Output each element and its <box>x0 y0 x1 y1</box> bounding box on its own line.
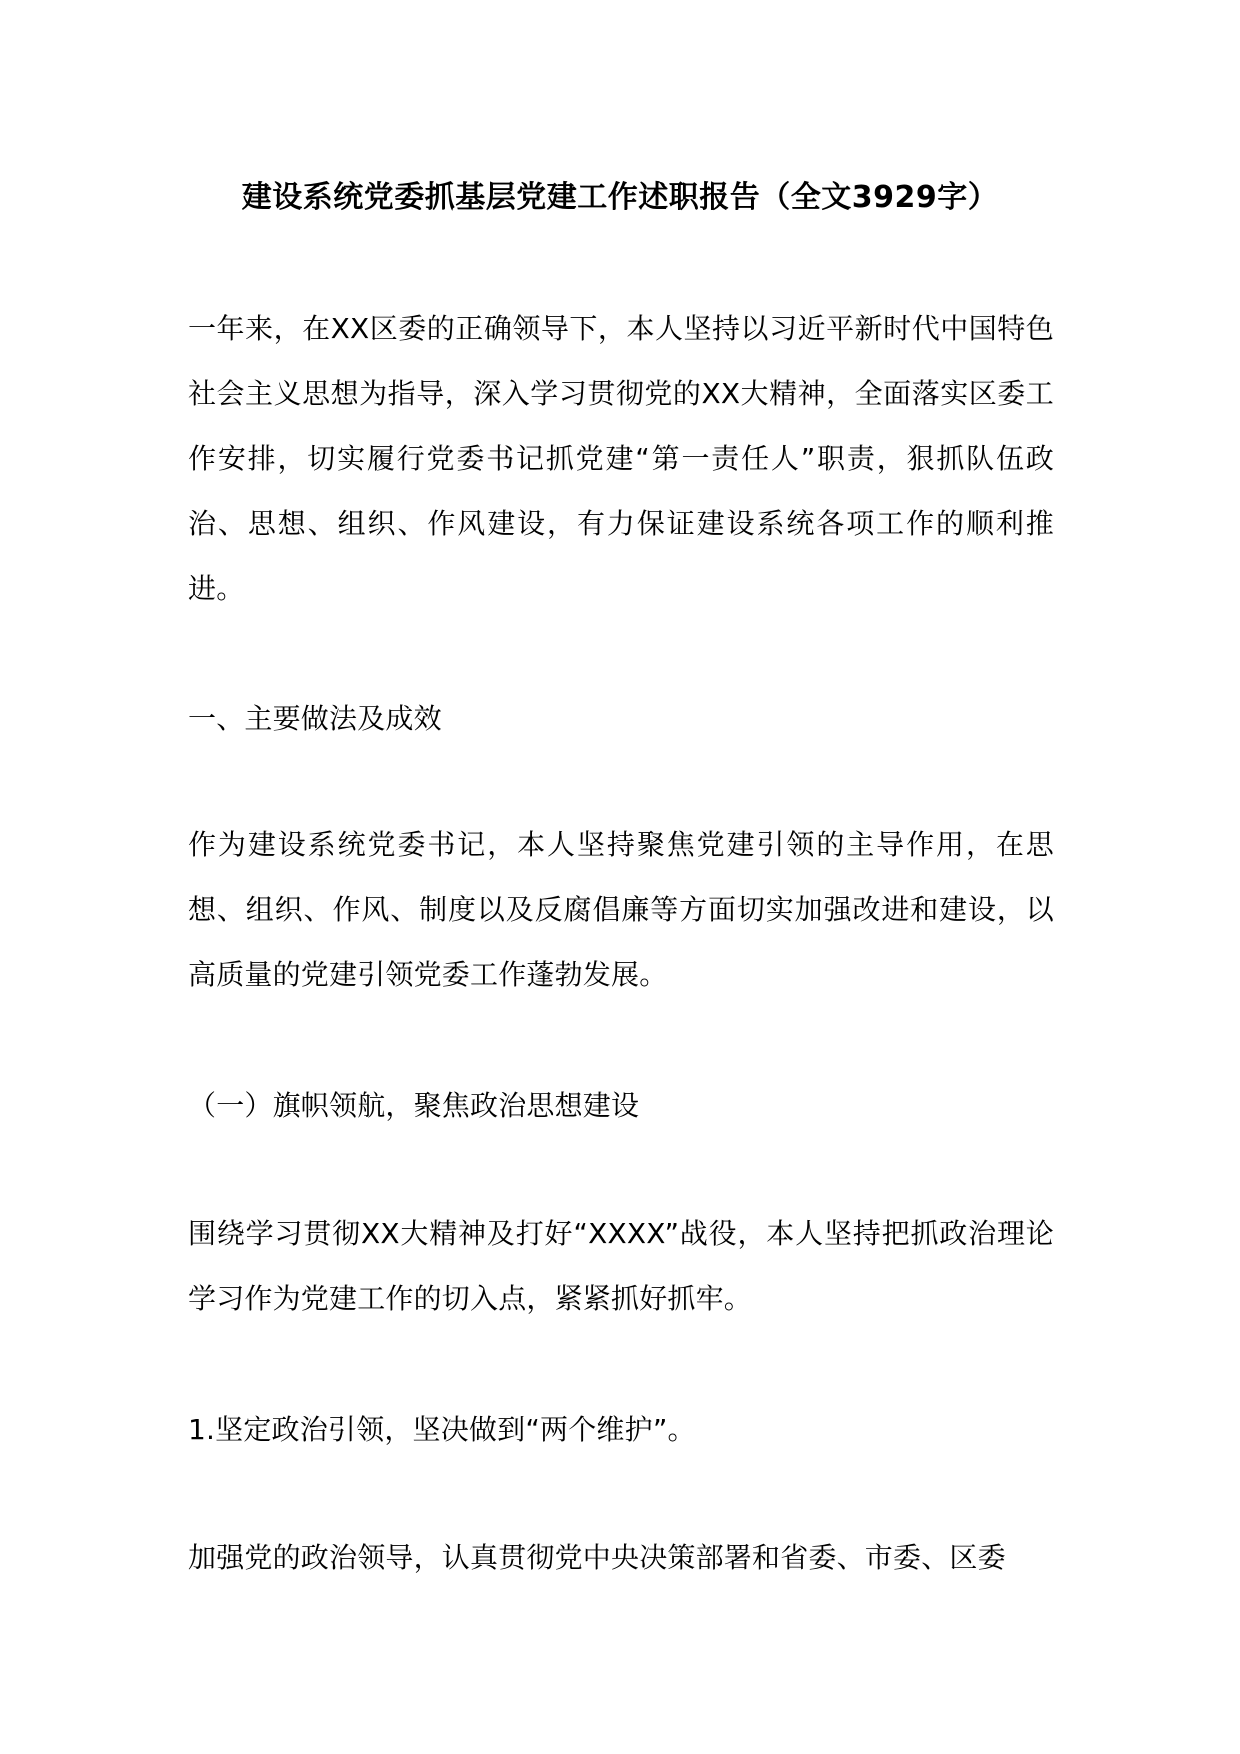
subsection-paragraph-political-thought: 围绕学习贯彻XX大精神及打好“XXXX”战役，本人坚持把抓政治理论学习作为党建工作的切入点，紧紧抓好抓牢。 <box>188 1217 1054 1315</box>
item-heading-political-leadership: 1.坚定政治引领，坚决做到“两个维护”。 <box>188 1413 696 1446</box>
intro-paragraph: 一年来，在XX区委的正确领导下，本人坚持以习近平新时代中国特色社会主义思想为指导，深入学习贯彻党的XX大精神，全面落实区委工作安排，切实履行党委书记抓党建“第一责任人”职责，狠抓队伍政治、思想、组织、作风建设，有力保证建设系统各项工作的顺利推进。 <box>188 312 1054 605</box>
section-paragraph-main-practices: 作为建设系统党委书记，本人坚持聚焦党建引领的主导作用，在思想、组织、作风、制度以及反腐倡廉等方面切实加强改进和建设，以高质量的党建引领党委工作蓬勃发展。 <box>188 828 1054 991</box>
section-heading-main-practices: 一、主要做法及成效 <box>188 702 442 735</box>
document-title: 建设系统党委抓基层党建工作述职报告（全文3929字） <box>241 180 999 215</box>
item-paragraph-political-leadership: 加强党的政治领导，认真贯彻党中央决策部署和省委、市委、区委 <box>188 1541 1006 1574</box>
subsection-heading-political-thought: （一）旗帜领航，聚焦政治思想建设 <box>188 1089 640 1122</box>
